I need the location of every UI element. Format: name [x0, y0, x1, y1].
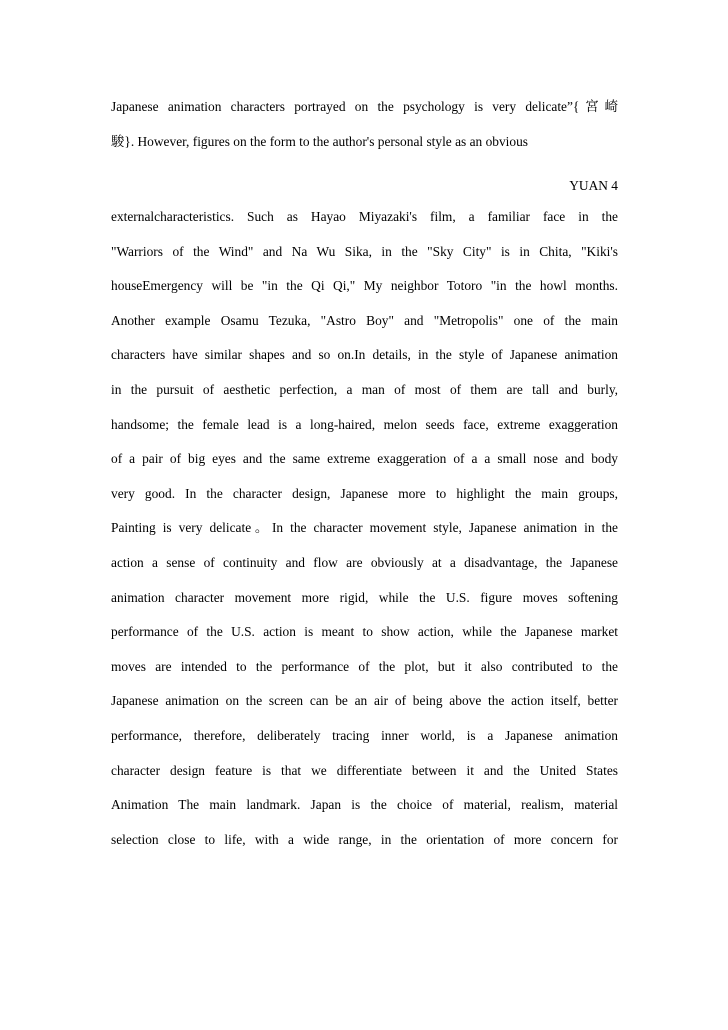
text-line: externalcharacteristics. Such as Hayao Miyazaki's film, a familiar face in the [111, 209, 618, 224]
text-line: of a pair of big eyes and the same extreme exaggeration of a a small nose and body [111, 451, 618, 467]
paragraph-body [111, 200, 618, 857]
text-line: Japanese animation on the screen can be an air of being above the action itself, better [111, 693, 618, 709]
text-line: moves are intended to the performance of the plot, but it also contributed to the [111, 658, 618, 674]
text-line: 駿}. However, figures on the form to the author's personal style as an obvious [111, 133, 528, 149]
text-line: in the pursuit of aesthetic perfection, a man of most of them are tall and burly, [111, 381, 618, 397]
text-line: performance, therefore, deliberately tracing inner world, is a Japanese animation [111, 727, 618, 743]
text-line: Another example Osamu Tezuka, "Astro Boy" and "Metropolis" one of the main [111, 312, 618, 328]
text-line: performance of the U.S. action is meant to show action, while the Japanese market [111, 624, 618, 640]
text-line: selection close to life, with a wide range, in the orientation of more concern for [111, 831, 618, 847]
text-line: very good. In the character design, Japanese more to highlight the main groups, [111, 485, 618, 501]
text-line: characters have similar shapes and so on.In details, in the style of Japanese animation [111, 347, 618, 363]
text-line: handsome; the female lead is a long-haired, melon seeds face, extreme exaggeration [111, 416, 618, 432]
text-line: character design feature is that we differentiate between it and the United States [111, 762, 618, 778]
text-line: Animation The main landmark. Japan is the choice of material, realism, material [111, 797, 618, 813]
text-line: Japanese animation characters portrayed on the psychology is very delicate”{宮崎 [111, 99, 618, 114]
paragraph-continuation [111, 90, 618, 159]
text-line: Painting is very delicate。In the character movement style, Japanese animation in the [111, 520, 618, 536]
text-line: houseEmergency will be "in the Qi Qi," My neighbor Totoro "in the howl months. [111, 278, 618, 294]
text-line: animation character movement more rigid, while the U.S. figure moves softening [111, 589, 618, 605]
text-line: "Warriors of the Wind" and Na Wu Sika, in the "Sky City" is in Chita, "Kiki's [111, 243, 618, 259]
running-head: YUAN 4 [569, 178, 618, 193]
text-line: action a sense of continuity and flow are obviously at a disadvantage, the Japanese [111, 554, 618, 570]
